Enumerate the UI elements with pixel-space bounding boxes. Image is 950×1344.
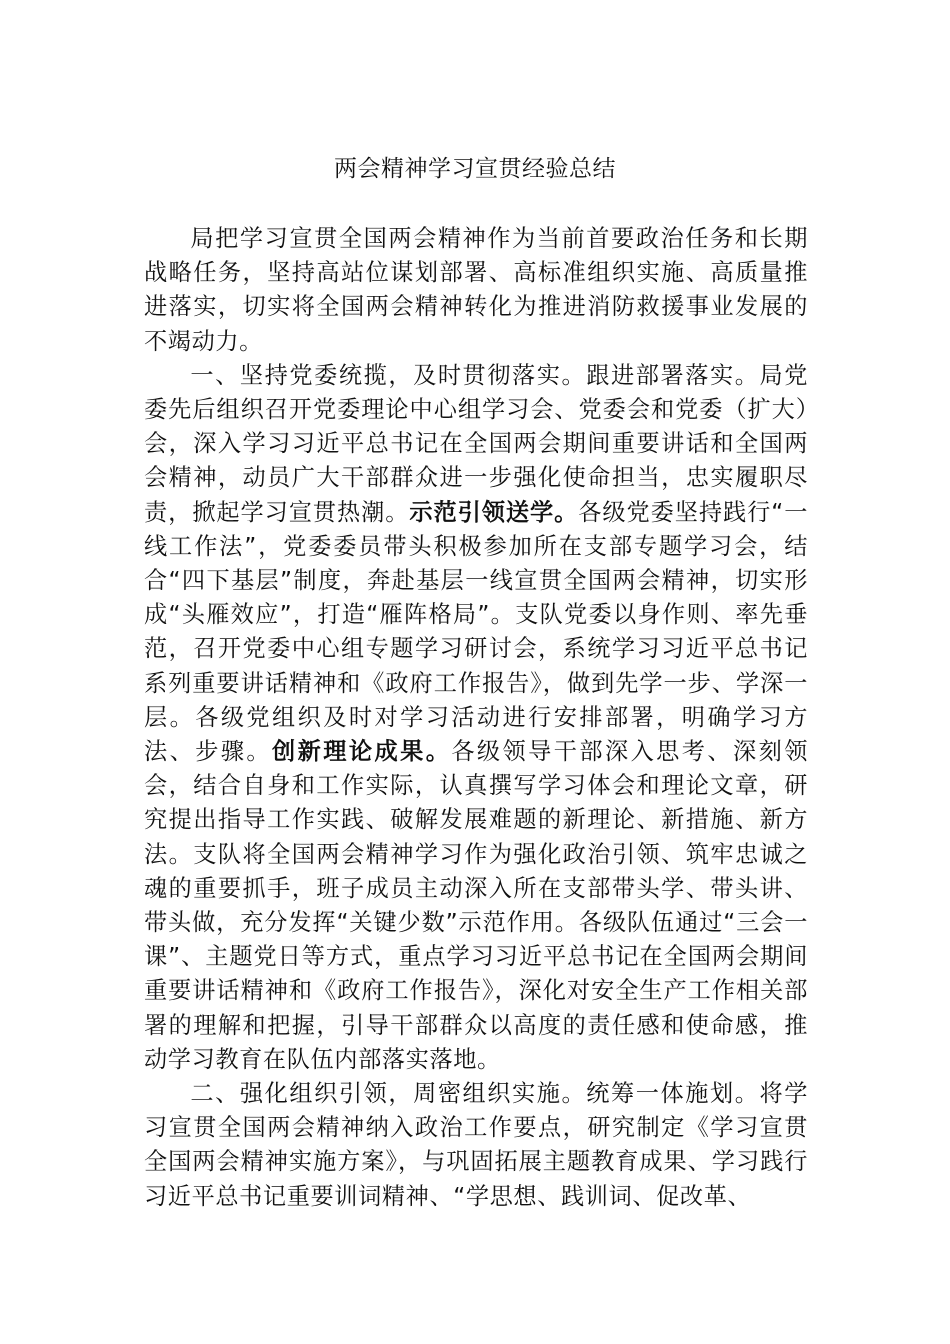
paragraph-section-two: [144, 1077, 808, 1214]
paragraph-text: 一、坚持党委统揽，及时贯彻落实。跟进部署落实。局党委先后组织召开党委理论中心组学习会、党委会和党委（扩大）会，深入学习习近平总书记在全国两会期间重要讲话和全国两会精神，动员广大干部群众进一步强化使命担当，忠实履职尽责，掀起学习宣贯热潮。: [144, 361, 808, 526]
bold-subheading: 示范引领送学。: [409, 498, 579, 526]
paragraph-text: 二、强化组织引领，周密组织实施。统筹一体施划。将学习宣贯全国两会精神纳入政治工作要点，研究制定《学习宣贯全国两会精神实施方案》，与巩固拓展主题教育成果、学习践行习近平总书记重要训词精神、“学思想、践训词、促改革、: [144, 1080, 808, 1210]
paragraph-intro: [144, 222, 808, 359]
paragraph-text: 局把学习宣贯全国两会精神作为当前首要政治任务和长期战略任务，坚持高站位谋划部署、高标准组织实施、高质量推进落实，切实将全国两会精神转化为推进消防救援事业发展的不竭动力。: [144, 225, 808, 355]
paragraph-text: 各级领导干部深入思考、深刻领会，结合自身和工作实际，认真撰写学习体会和理论文章，研究提出指导工作实践、破解发展难题的新理论、新措施、新方法。支队将全国两会精神学习作为强化政治引领、筑牢忠诚之魂的重要抓手，班子成员主动深入所在支部带头学、带头讲、带头做，充分发挥“关键少数”示范作用。各级队伍通过“三会一课”、主题党日等方式，重点学习习近平总书记在全国两会期间重要讲话精神和《政府工作报告》，深化对安全生产工作相关部署的理解和把握，引导干部群众以高度的责任感和使命感，推动学习教育在队伍内部落实落地。: [144, 738, 809, 1073]
paragraph-section-one: [144, 359, 808, 1077]
document-body: [144, 222, 808, 1214]
bold-subheading: 创新理论成果。: [272, 738, 452, 766]
paragraph-text: 各级党委坚持践行“一线工作法”，党委委员带头积极参加所在支部专题学习会，结合“四下基层”制度，奔赴基层一线宣贯全国两会精神，切实形成“头雁效应”，打造“雁阵格局”。支队党委以身作则、率先垂范，召开党委中心组专题学习研讨会，系统学习习近平总书记系列重要讲话精神和《政府工作报告》，做到先学一步、学深一层。各级党组织及时对学习活动进行安排部署，明确学习方法、步骤。: [144, 498, 808, 766]
document-title: 两会精神学习宣贯经验总结: [334, 156, 616, 182]
